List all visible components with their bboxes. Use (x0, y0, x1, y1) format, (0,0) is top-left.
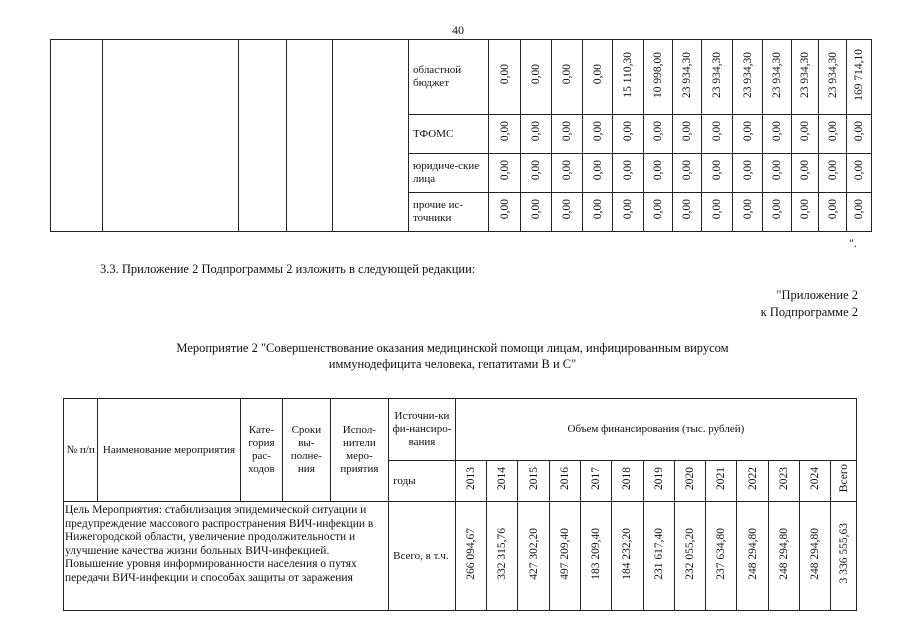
year-text: 2019 (652, 467, 665, 490)
value-cell (763, 115, 792, 154)
year-header (487, 461, 518, 502)
header-executors: Испол-нители меро-приятия (330, 399, 389, 502)
value-text: 0,00 (591, 199, 604, 220)
value-cell (521, 154, 552, 193)
value-text: 23 934,30 (741, 51, 754, 98)
goal-value-text: 248 294,80 (746, 527, 759, 580)
year-header (800, 461, 831, 502)
value-text: 0,00 (711, 160, 723, 181)
goal-value-cell (674, 502, 705, 611)
appendix-label-2: к Подпрограмме 2 (760, 305, 858, 319)
value-text: 0,00 (530, 199, 542, 220)
empty-cell (103, 40, 239, 232)
value-text: 0,00 (530, 160, 542, 181)
value-cell (763, 193, 792, 232)
value-cell (644, 40, 673, 115)
value-text: 0,00 (561, 64, 573, 85)
goal-value-text: 266 094,67 (464, 527, 477, 580)
goal-value-cell (518, 502, 549, 611)
value-text: 0,00 (530, 64, 542, 85)
value-cell (819, 193, 847, 232)
year-header (643, 461, 674, 502)
goal-value-text: 3 336 555,63 (837, 523, 850, 584)
value-cell (733, 115, 763, 154)
value-cell (583, 40, 613, 115)
value-cell (489, 115, 521, 154)
value-cell (733, 193, 763, 232)
goal-value-text: 248 294,80 (777, 527, 790, 580)
value-cell (613, 193, 644, 232)
value-text: 0,00 (498, 199, 511, 220)
value-text: 0,00 (799, 199, 811, 220)
goal-value-cell (768, 502, 799, 611)
value-cell (847, 40, 872, 115)
year-header (581, 461, 612, 502)
value-text: 0,00 (591, 121, 604, 142)
funding-source-label: областной бюджет (409, 40, 489, 115)
value-cell (819, 154, 847, 193)
financing-table (63, 398, 857, 611)
value-text: 0,00 (826, 160, 839, 181)
goal-value-cell (549, 502, 580, 611)
value-cell (792, 154, 819, 193)
value-text: 0,00 (853, 160, 865, 181)
header-funding-sources: Источни-ки фи-нансиро-вания (389, 399, 456, 461)
value-text: 0,00 (530, 121, 542, 142)
year-header (737, 461, 768, 502)
header-number: № п/п (64, 399, 98, 502)
value-cell (489, 40, 521, 115)
page-number: 40 (452, 23, 464, 37)
value-cell (819, 40, 847, 115)
value-cell (613, 115, 644, 154)
goal-value-text: 248 294,80 (809, 527, 822, 580)
value-text: 0,00 (711, 199, 723, 220)
measure-title-line-1: Мероприятие 2 "Совершенствование оказания медицинской помощи лицам, инфицированным вирусом (176, 341, 729, 355)
value-cell (489, 154, 521, 193)
value-text: 0,00 (622, 121, 634, 142)
value-text: 0,00 (826, 199, 839, 220)
value-cell (673, 154, 702, 193)
value-text: 23 934,30 (826, 51, 839, 98)
value-cell (644, 154, 673, 193)
value-text: 0,00 (561, 199, 573, 220)
value-cell (583, 193, 613, 232)
goal-value-cell (643, 502, 674, 611)
value-cell (552, 115, 583, 154)
value-cell (583, 154, 613, 193)
year-header (768, 461, 799, 502)
goal-value-text: 183 209,40 (590, 527, 603, 580)
year-header (549, 461, 580, 502)
value-cell (792, 115, 819, 154)
value-cell (552, 154, 583, 193)
closing-quote: ". (849, 236, 857, 250)
funding-source-label: прочие ис-точники (409, 193, 489, 232)
year-header (831, 461, 857, 502)
year-header (612, 461, 643, 502)
year-header (455, 461, 486, 502)
goal-value-cell (737, 502, 768, 611)
empty-cell (333, 40, 409, 232)
year-text: 2020 (684, 467, 697, 490)
value-cell (644, 115, 673, 154)
value-cell (521, 40, 552, 115)
year-text: 2023 (777, 467, 790, 490)
value-cell (763, 40, 792, 115)
goal-description: Цель Мероприятия: стабилизация эпидемической ситуации и предупреждение массового распространения ВИЧ-инфекции в Нижегородской области, увеличение продолжительности и улучшение качества жизни больных ВИЧ-инфекцией. Повышение уровня информированности населения о путях передачи ВИЧ-инфекции и способах защиты от заражения (64, 502, 389, 611)
value-text: 0,00 (741, 199, 754, 220)
value-text: 0,00 (652, 121, 664, 142)
value-text: 169 714,10 (853, 48, 865, 101)
value-text: 0,00 (591, 160, 604, 181)
value-text: 0,00 (681, 121, 693, 142)
value-text: 0,00 (681, 160, 693, 181)
year-header (674, 461, 705, 502)
year-text: 2016 (558, 467, 571, 490)
value-text: 0,00 (799, 121, 811, 142)
value-cell (702, 115, 733, 154)
value-cell (792, 193, 819, 232)
value-cell (847, 115, 872, 154)
value-text: 0,00 (853, 121, 865, 142)
appendix-label-1: "Приложение 2 (776, 288, 858, 302)
value-text: 23 934,30 (711, 51, 723, 98)
empty-cell (51, 40, 103, 232)
value-cell (644, 193, 673, 232)
goal-value-cell (800, 502, 831, 611)
value-text: 0,00 (498, 121, 511, 142)
value-cell (489, 193, 521, 232)
goal-value-text: 184 232,20 (621, 527, 634, 580)
goal-value-cell (455, 502, 486, 611)
value-cell (552, 193, 583, 232)
value-cell (763, 154, 792, 193)
goal-value-cell (831, 502, 857, 611)
value-text: 0,00 (853, 199, 865, 220)
value-cell (521, 115, 552, 154)
goal-value-cell (706, 502, 737, 611)
value-cell (613, 40, 644, 115)
value-text: 0,00 (622, 199, 634, 220)
year-text: 2014 (496, 467, 509, 490)
value-text: 0,00 (591, 64, 604, 85)
measure-title-line-2: иммунодефицита человека, гепатитами В и С" (328, 357, 577, 371)
value-text: 23 934,30 (681, 51, 693, 98)
value-text: 0,00 (652, 160, 664, 181)
funding-source-label: ТФОМС (409, 115, 489, 154)
empty-cell (287, 40, 333, 232)
funding-source-label: юридиче-ские лица (409, 154, 489, 193)
goal-value-text: 332 315,76 (496, 527, 509, 580)
value-text: 15 110,30 (622, 51, 634, 98)
value-cell (792, 40, 819, 115)
value-cell (552, 40, 583, 115)
value-text: 0,00 (561, 121, 573, 142)
value-cell (847, 193, 872, 232)
year-header (518, 461, 549, 502)
year-text: 2024 (809, 467, 822, 490)
value-text: 0,00 (498, 64, 511, 85)
goal-value-text: 497 209,40 (558, 527, 571, 580)
value-cell (733, 40, 763, 115)
value-text: 0,00 (771, 160, 783, 181)
year-text: 2013 (464, 467, 477, 490)
value-cell (521, 193, 552, 232)
value-cell (702, 154, 733, 193)
goal-value-text: 237 634,80 (715, 527, 728, 580)
year-text: 2018 (621, 467, 634, 490)
year-text: Всего (837, 464, 850, 493)
year-text: 2022 (746, 467, 759, 490)
value-cell (673, 40, 702, 115)
goal-value-text: 427 302,20 (527, 527, 540, 580)
value-text: 0,00 (652, 199, 664, 220)
year-header (706, 461, 737, 502)
value-text: 0,00 (826, 121, 839, 142)
value-text: 0,00 (681, 199, 693, 220)
header-expense-category: Кате-гория рас-ходов (240, 399, 282, 502)
year-text: 2015 (527, 467, 540, 490)
header-measure-name: Наименование мероприятия (98, 399, 240, 502)
goal-source: Всего, в т.ч. (389, 502, 456, 611)
value-cell (673, 193, 702, 232)
continuation-table (50, 39, 872, 232)
value-text: 0,00 (561, 160, 573, 181)
value-text: 0,00 (741, 121, 754, 142)
value-cell (733, 154, 763, 193)
header-terms: Сроки вы-полне-ния (283, 399, 330, 502)
value-cell (673, 115, 702, 154)
goal-value-text: 232 055,20 (684, 527, 697, 580)
goal-value-cell (487, 502, 518, 611)
year-text: 2021 (715, 467, 728, 490)
header-financing-volume: Объем финансирования (тыс. рублей) (455, 399, 856, 461)
value-text: 10 998,00 (652, 51, 664, 98)
value-cell (583, 115, 613, 154)
value-text: 0,00 (711, 121, 723, 142)
goal-value-cell (612, 502, 643, 611)
value-cell (702, 193, 733, 232)
value-text: 0,00 (771, 121, 783, 142)
value-cell (702, 40, 733, 115)
header-years: годы (389, 461, 456, 502)
value-text: 0,00 (799, 160, 811, 181)
value-text: 23 934,30 (799, 51, 811, 98)
empty-cell (239, 40, 287, 232)
value-cell (819, 115, 847, 154)
value-cell (613, 154, 644, 193)
value-text: 23 934,30 (771, 51, 783, 98)
value-cell (847, 154, 872, 193)
value-text: 0,00 (771, 199, 783, 220)
value-text: 0,00 (741, 160, 754, 181)
goal-value-cell (581, 502, 612, 611)
goal-value-text: 231 617,40 (652, 527, 665, 580)
value-text: 0,00 (498, 160, 511, 181)
year-text: 2017 (590, 467, 603, 490)
value-text: 0,00 (622, 160, 634, 181)
instruction-text: 3.3. Приложение 2 Подпрограммы 2 изложить в следующей редакции: (100, 262, 476, 276)
